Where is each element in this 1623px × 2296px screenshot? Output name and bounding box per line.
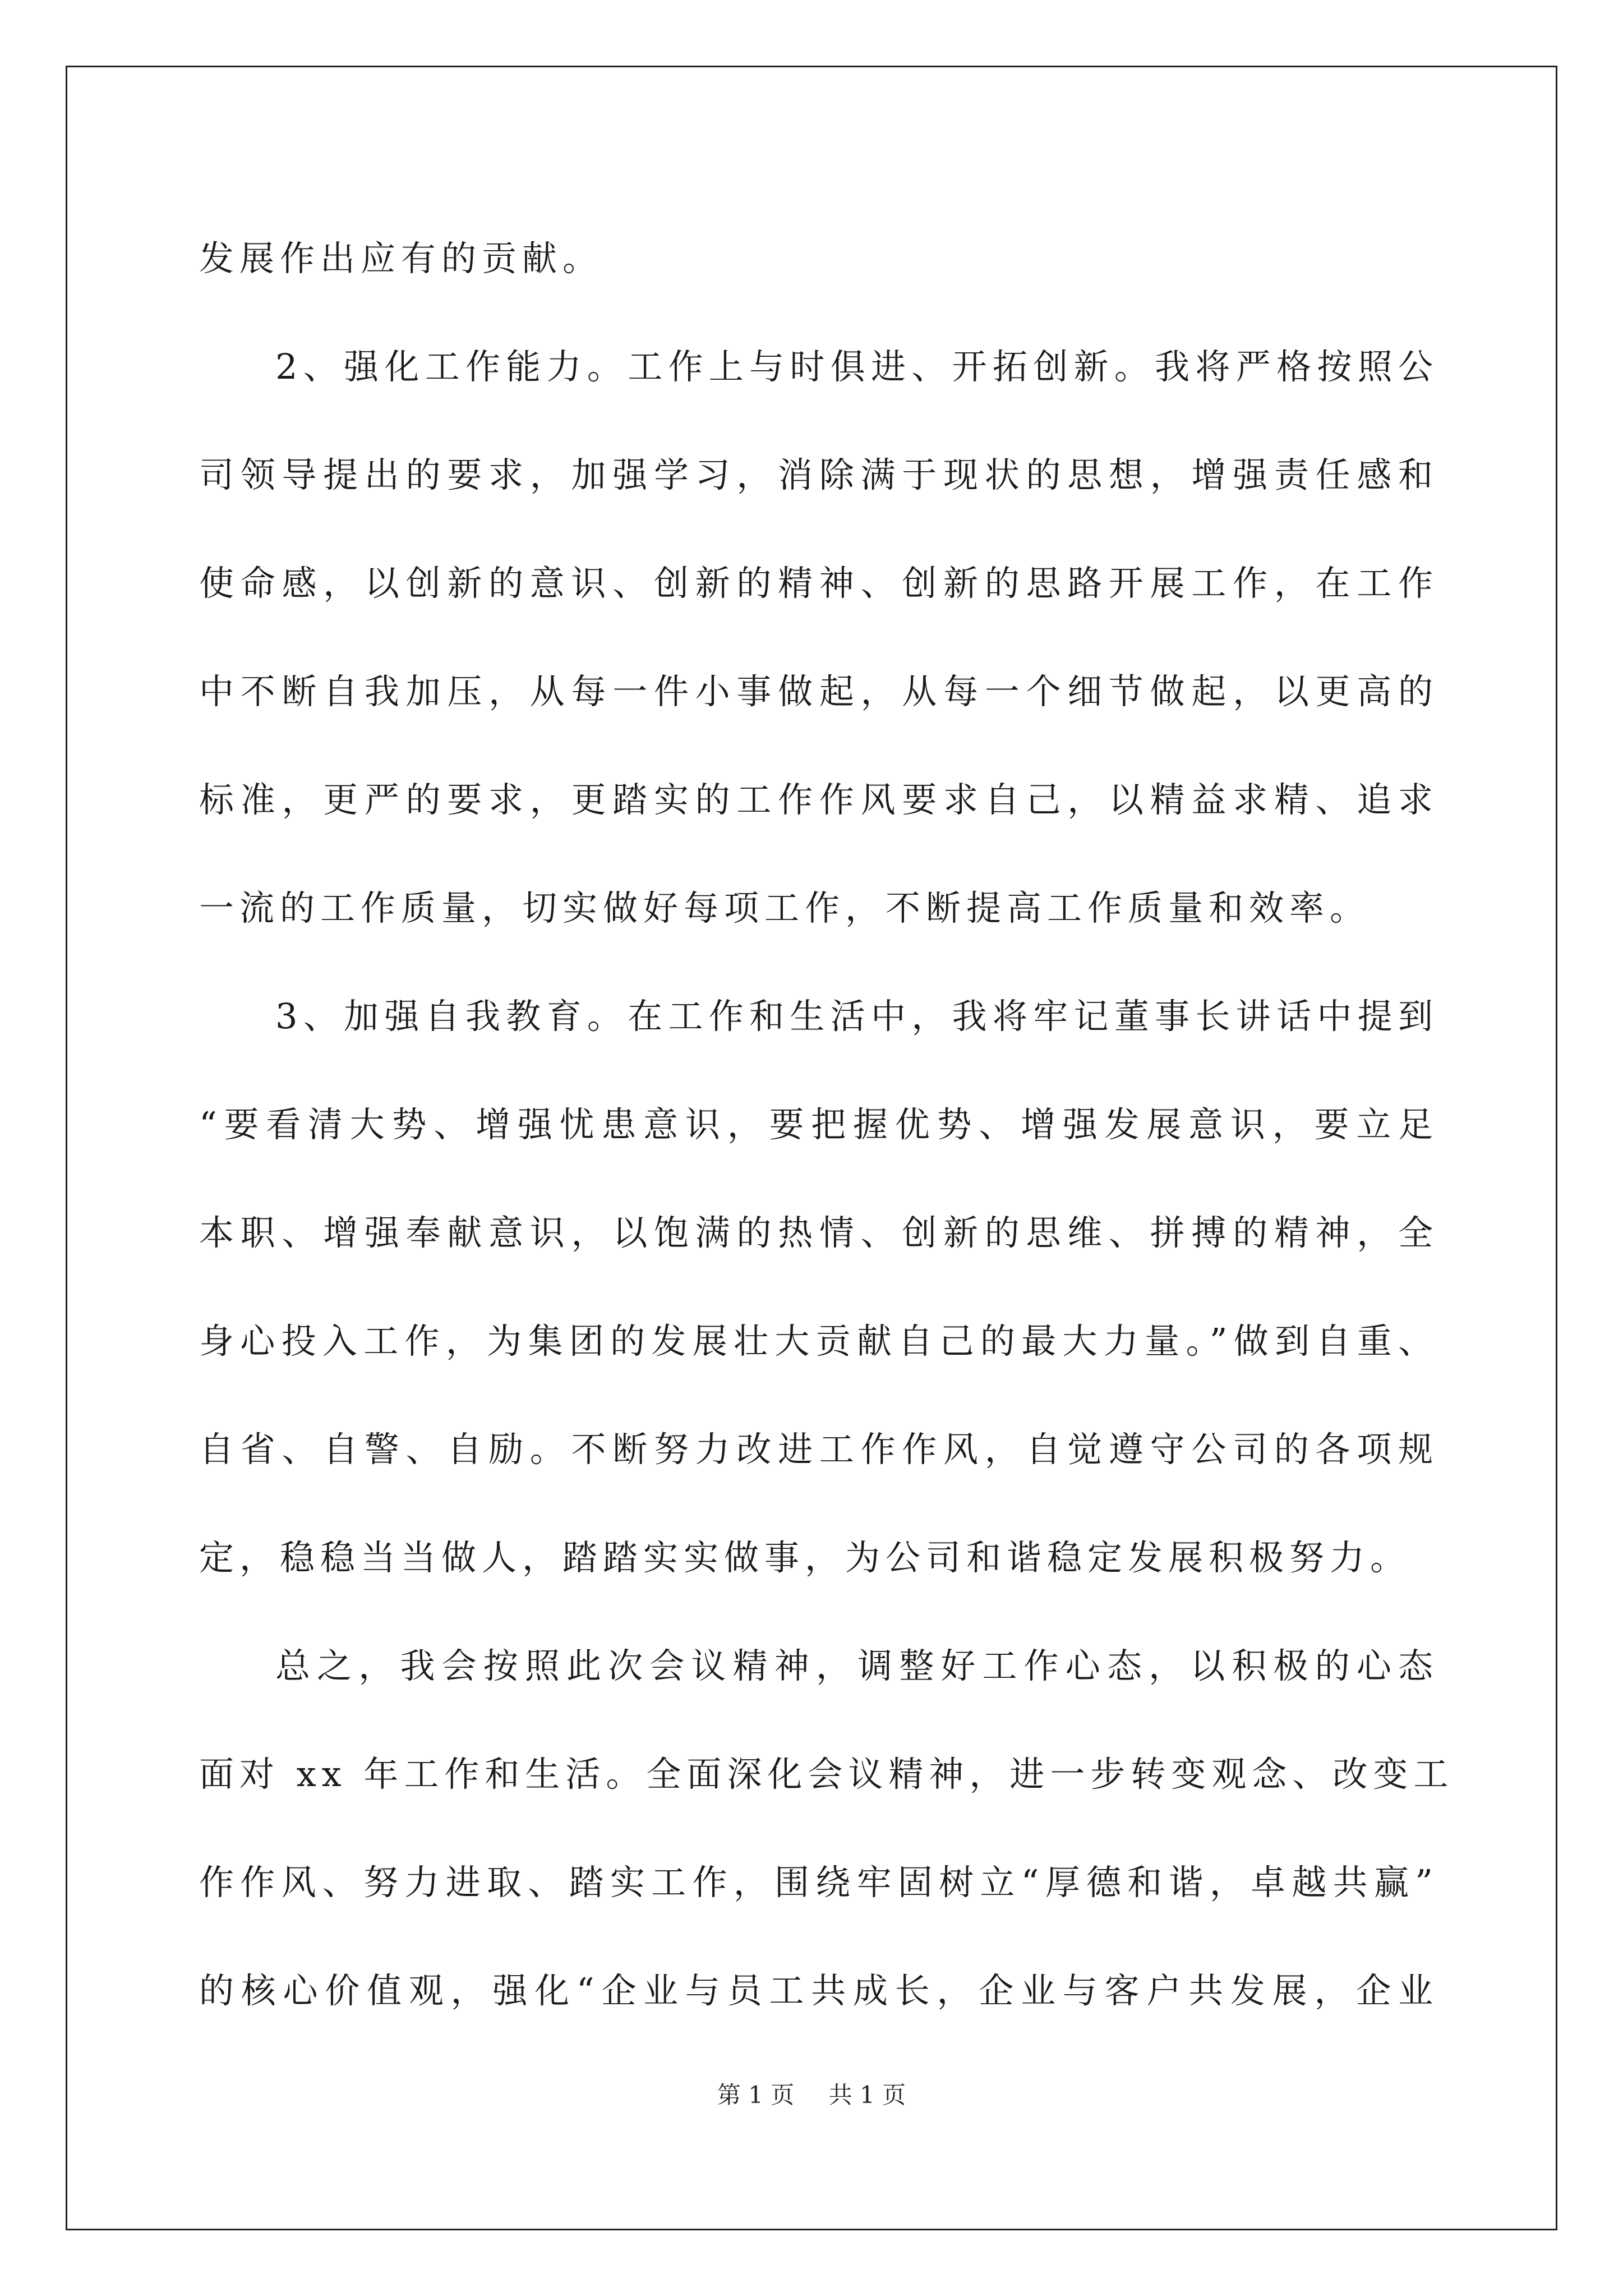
page-total: 共 1 页 <box>828 2081 906 2109</box>
text-line: 定，稳稳当当做人，踏踏实实做事，为公司和谐稳定发展积极努力。 <box>199 1537 1411 1578</box>
page-footer <box>0 2077 1623 2110</box>
text-line: 总之，我会按照此次会议精神，调整好工作心态，以积极的心态 <box>275 1645 1438 1686</box>
text-line: 自省、自警、自励。不断努力改进工作作风，自觉遵守公司的各项规 <box>199 1429 1438 1470</box>
text-line: 标准，更严的要求，更踏实的工作作风要求自己，以精益求精、追求 <box>199 779 1438 820</box>
text-line: “要看清大势、增强忧患意识，要把握优势、增强发展意识，要立足 <box>199 1104 1438 1145</box>
text-line: 发展作出应有的贡献。 <box>199 238 603 279</box>
text-line: 身心投入工作，为集团的发展壮大贡献自己的最大力量。”做到自重、 <box>199 1320 1438 1361</box>
document-body <box>199 204 1454 2045</box>
text-line: 使命感，以创新的意识、创新的精神、创新的思路开展工作，在工作 <box>199 563 1438 604</box>
text-line: 司领导提出的要求，加强学习，消除满于现状的思想，增强责任感和 <box>199 454 1438 495</box>
text-line: 2、强化工作能力。工作上与时俱进、开拓创新。我将严格按照公 <box>275 346 1438 387</box>
text-line: 面对 xx 年工作和生活。全面深化会议精神，进一步转变观念、改变工 <box>199 1754 1454 1795</box>
text-line: 一流的工作质量，切实做好每项工作，不断提高工作质量和效率。 <box>199 887 1371 928</box>
text-line: 中不断自我加压，从每一件小事做起，从每一个细节做起，以更高的 <box>199 671 1438 712</box>
text-line: 本职、增强奉献意识，以饱满的热情、创新的思维、拼搏的精神，全 <box>199 1212 1438 1253</box>
text-line: 3、加强自我教育。在工作和生活中，我将牢记董事长讲话中提到 <box>275 996 1438 1037</box>
page-number: 第 1 页 <box>717 2081 795 2109</box>
text-line: 作作风、努力进取、踏实工作，围绕牢固树立“厚德和谐，卓越共赢” <box>199 1862 1438 1903</box>
text-line: 的核心价值观，强化“企业与员工共成长，企业与客户共发展，企业 <box>199 1970 1438 2011</box>
